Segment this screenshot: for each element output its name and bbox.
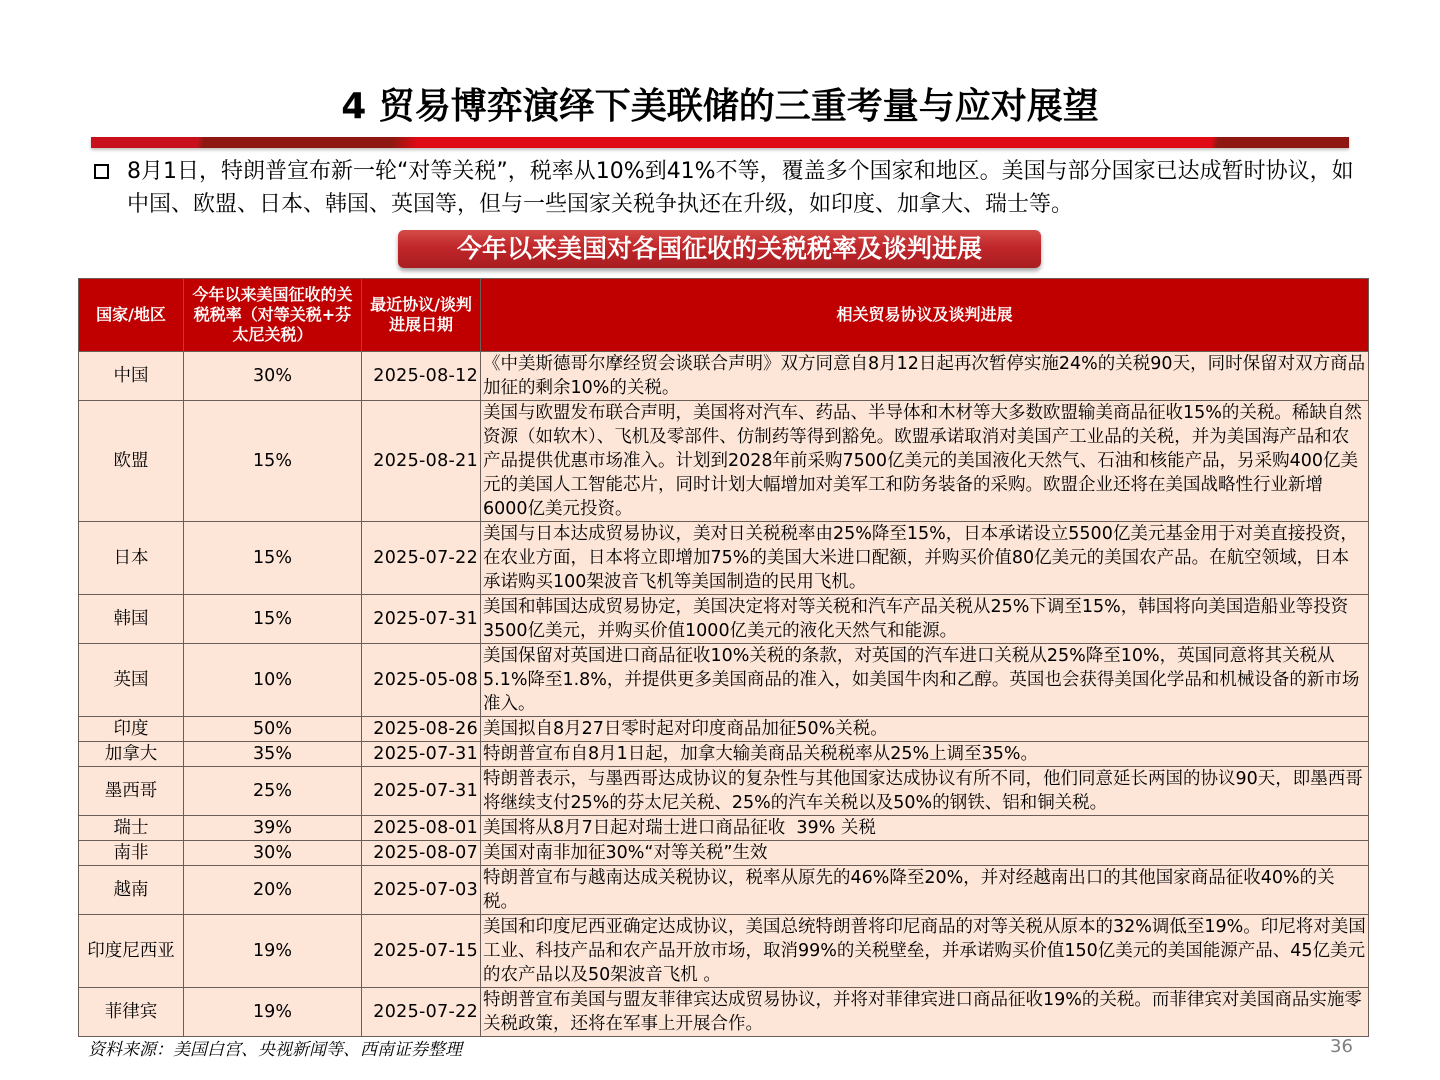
date-cell: 2025-05-08 <box>362 644 481 717</box>
table-row <box>79 866 1369 915</box>
table-row <box>79 742 1369 767</box>
progress-cell: 特朗普宣布与越南达成关税协议，税率从原先的46%降至20%，并对经越南出口的其他国家商品征收40%的关税。 <box>481 866 1369 915</box>
title-divider <box>91 137 1349 148</box>
header-date: 最近协议/谈判进展日期 <box>362 279 481 352</box>
table-row <box>79 595 1369 644</box>
progress-cell: 美国将从8月7日起对瑞士进口商品征收 39% 关税 <box>481 816 1369 841</box>
date-cell: 2025-07-22 <box>362 988 481 1037</box>
date-cell: 2025-07-31 <box>362 767 481 816</box>
table-row <box>79 522 1369 595</box>
table-header-row <box>79 279 1369 352</box>
country-cell: 菲律宾 <box>79 988 184 1037</box>
country-cell: 瑞士 <box>79 816 184 841</box>
header-progress: 相关贸易协议及谈判进展 <box>481 279 1369 352</box>
header-country: 国家/地区 <box>79 279 184 352</box>
square-bullet-icon <box>94 164 109 179</box>
table-row <box>79 915 1369 988</box>
rate-cell: 35% <box>184 742 362 767</box>
progress-cell: 特朗普宣布自8月1日起，加拿大输美商品关税税率从25%上调至35%。 <box>481 742 1369 767</box>
source-note: 资料来源：美国白宫、央视新闻等、西南证券整理 <box>88 1040 462 1060</box>
rate-cell: 10% <box>184 644 362 717</box>
table-row <box>79 401 1369 522</box>
rate-cell: 30% <box>184 352 362 401</box>
progress-cell: 美国对南非加征30%“对等关税”生效 <box>481 841 1369 866</box>
country-cell: 中国 <box>79 352 184 401</box>
rate-cell: 15% <box>184 522 362 595</box>
table-row <box>79 644 1369 717</box>
rate-cell: 25% <box>184 767 362 816</box>
rate-cell: 15% <box>184 595 362 644</box>
country-cell: 印度 <box>79 717 184 742</box>
rate-cell: 30% <box>184 841 362 866</box>
progress-cell: 美国拟自8月27日零时起对印度商品加征50%关税。 <box>481 717 1369 742</box>
tariff-table <box>78 278 1369 1037</box>
progress-cell: 《中美斯德哥尔摩经贸会谈联合声明》双方同意自8月12日起再次暂停实施24%的关税90天，同时保留对双方商品加征的剩余10%的关税。 <box>481 352 1369 401</box>
date-cell: 2025-08-26 <box>362 717 481 742</box>
table-row <box>79 767 1369 816</box>
date-cell: 2025-07-22 <box>362 522 481 595</box>
rate-cell: 19% <box>184 988 362 1037</box>
progress-cell: 美国和印度尼西亚确定达成协议，美国总统特朗普将印尼商品的对等关税从原本的32%调低至19%。印尼将对美国工业、科技产品和农产品开放市场，取消99%的关税壁垒，并承诺购买价值150亿美元的美国能源产品、45亿美元的农产品以及50架波音飞机 。 <box>481 915 1369 988</box>
rate-cell: 15% <box>184 401 362 522</box>
date-cell: 2025-08-12 <box>362 352 481 401</box>
progress-cell: 特朗普宣布美国与盟友菲律宾达成贸易协议，并将对菲律宾进口商品征收19%的关税。而菲律宾对美国商品实施零关税政策，还将在军事上开展合作。 <box>481 988 1369 1037</box>
country-cell: 欧盟 <box>79 401 184 522</box>
date-cell: 2025-08-07 <box>362 841 481 866</box>
progress-cell: 美国与日本达成贸易协议，美对日关税税率由25%降至15%，日本承诺设立5500亿美元基金用于对美直接投资，在农业方面，日本将立即增加75%的美国大米进口配额，并购买价值80亿美元的美国农产品。在航空领域，日本承诺购买100架波音飞机等美国制造的民用飞机。 <box>481 522 1369 595</box>
rate-cell: 39% <box>184 816 362 841</box>
rate-cell: 20% <box>184 866 362 915</box>
date-cell: 2025-07-15 <box>362 915 481 988</box>
page-number: 36 <box>1330 1036 1353 1057</box>
country-cell: 日本 <box>79 522 184 595</box>
date-cell: 2025-07-31 <box>362 595 481 644</box>
table-row <box>79 841 1369 866</box>
date-cell: 2025-08-01 <box>362 816 481 841</box>
progress-cell: 美国和韩国达成贸易协定，美国决定将对等关税和汽车产品关税从25%下调至15%，韩国将向美国造船业等投资3500亿美元，并购买价值1000亿美元的液化天然气和能源。 <box>481 595 1369 644</box>
bullet-point <box>91 155 1356 221</box>
date-cell: 2025-07-31 <box>362 742 481 767</box>
country-cell: 越南 <box>79 866 184 915</box>
date-cell: 2025-07-03 <box>362 866 481 915</box>
header-tariff-rate: 今年以来美国征收的关税税率（对等关税+芬太尼关税） <box>184 279 362 352</box>
country-cell: 墨西哥 <box>79 767 184 816</box>
rate-cell: 19% <box>184 915 362 988</box>
progress-cell: 美国保留对英国进口商品征收10%关税的条款，对英国的汽车进口关税从25%降至10%，英国同意将其关税从5.1%降至1.8%，并提供更多美国商品的准入，如美国牛肉和乙醇。英国也会获得美国化学品和机械设备的新市场准入。 <box>481 644 1369 717</box>
table-row <box>79 717 1369 742</box>
country-cell: 南非 <box>79 841 184 866</box>
country-cell: 印度尼西亚 <box>79 915 184 988</box>
date-cell: 2025-08-21 <box>362 401 481 522</box>
bullet-text: 8月1日，特朗普宣布新一轮“对等关税”，税率从10%到41%不等，覆盖多个国家和地区。美国与部分国家已达成暂时协议，如中国、欧盟、日本、韩国、英国等，但与一些国家关税争执还在升级，如印度、加拿大、瑞士等。 <box>127 159 1354 217</box>
country-cell: 英国 <box>79 644 184 717</box>
country-cell: 韩国 <box>79 595 184 644</box>
table-row <box>79 816 1369 841</box>
slide-title: 4 贸易博弈演绎下美联储的三重考量与应对展望 <box>341 86 1099 127</box>
table-title-banner: 今年以来美国对各国征收的关税税率及谈判进展 <box>398 230 1041 268</box>
progress-cell: 美国与欧盟发布联合声明，美国将对汽车、药品、半导体和木材等大多数欧盟输美商品征收15%的关税。稀缺自然资源（如软木）、飞机及零部件、仿制药等得到豁免。欧盟承诺取消对美国产工业品的关税，并为美国海产品和农产品提供优惠市场准入。计划到2028年前采购7500亿美元的美国液化天然气、石油和核能产品，另采购400亿美元的美国人工智能芯片，同时计划大幅增加对美军工和防务装备的采购。欧盟企业还将在美国战略性行业新增6000亿美元投资。 <box>481 401 1369 522</box>
progress-cell: 特朗普表示，与墨西哥达成协议的复杂性与其他国家达成协议有所不同，他们同意延长两国的协议90天，即墨西哥将继续支付25%的芬太尼关税、25%的汽车关税以及50%的钢铁、铝和铜关税。 <box>481 767 1369 816</box>
rate-cell: 50% <box>184 717 362 742</box>
country-cell: 加拿大 <box>79 742 184 767</box>
table-row <box>79 988 1369 1037</box>
table-row <box>79 352 1369 401</box>
